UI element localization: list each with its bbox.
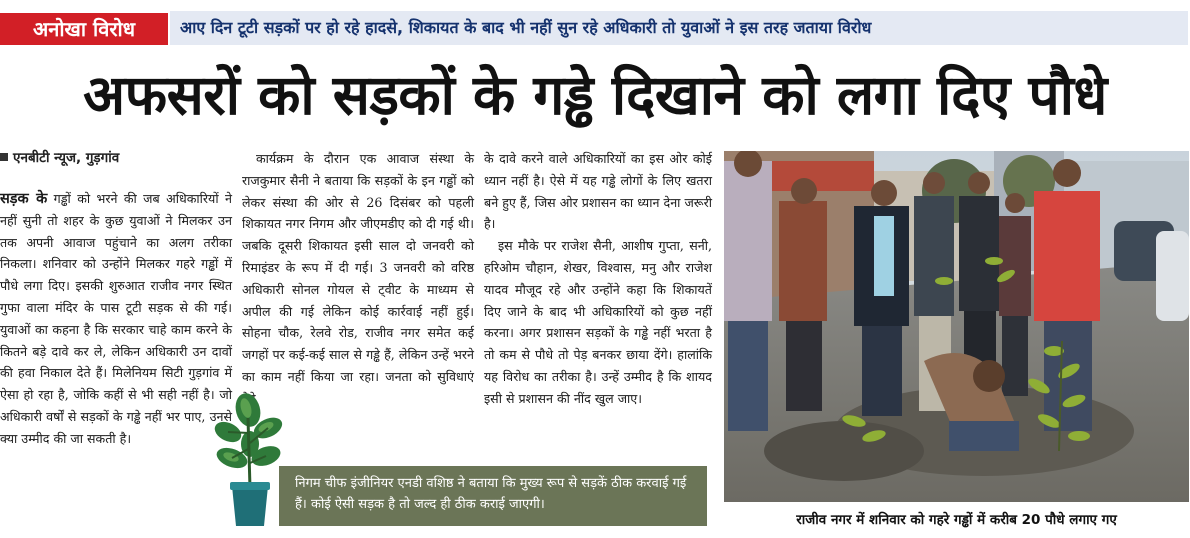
column-2-text: कार्यक्रम के दौरान एक आवाज संस्था के राजकुमार सैनी ने बताया कि सड़कों के इन गड्ढों को लेकर संस्था की ओर से 26 दिसंबर को पहली शिकायत नगर निगम और जीएमडीए को दी गई थी। जबकि दूसरी शिकायत इसी साल दो जनवरी को रिमाइंडर के रूप में दी गई। 3 जनवरी को वरिष्ठ अधिकारी सोनल गोयल से ट्वीट के माध्यम से अपील की गई लेकिन कोई कार्रवाई नहीं हुई। सोहना चौक, रेलवे रोड, राजीव नगर समेत कई जगहों पर कई-कई साल से गड्ढे हैं, लेकिन उन्हें भरने का काम नहीं किया जा रहा। जनता को सुविधाएं <box>242 151 474 384</box>
street-protest-photo <box>724 151 1189 502</box>
column-3-para-1: के दावे करने वाले अधिकारियों का इस ओर कोई ध्यान नहीं है। ऐसे में यह गड्ढे लोगों के लिए खतरा बने हुए हैं, जिस ओर प्रशासन का ध्यान देना जरूरी है। <box>484 151 712 232</box>
byline <box>0 148 230 168</box>
article-column-3 <box>484 148 712 410</box>
column-1-text: गड्ढों को भरने की जब अधिकारियों ने नहीं सुनी तो शहर के कुछ युवाओं ने मिलकर उन तक अपनी आवाज पहुंचाने का अलग तरीका निकला। शनिवार को उन्होंने मिलकर गहरे गड्ढों में पौधे लगा दिए। इसकी शुरुआत राजीव नगर स्थित गुफा वाला मंदिर के पास टूटी सड़क से की गई। युवाओं का कहना है कि सरकार चाहे काम करने के कितने बड़े दावे कर ले, लेकिन अधिकारी उन दावों की हवा निकाल देते हैं। मिलेनियम सिटी गुड़गांव में ऐसा हो रहा है, जोकि कहीं से भी सही नहीं है। जो अधिकारी वर्षों से सड़कों के गड्ढे नहीं भर पाए, उनसे क्या उम्मीद की जा सकती है। <box>0 191 232 446</box>
bullet-square-icon <box>0 153 8 161</box>
photo-caption: राजीव नगर में शनिवार को गहरे गड्ढों में करीब 20 पौधे लगाए गए <box>796 512 1117 528</box>
headline: अफसरों को सड़कों के गड्ढे दिखाने को लगा दिए पौधे <box>83 63 1107 127</box>
article-column-1 <box>0 188 232 450</box>
column-3-para-2: इस मौके पर राजेश सैनी, आशीष गुप्ता, सनी, हरिओम चौहान, शेखर, विश्वास, मनु और राजेश यादव मौजूद रहे और उन्होंने कहा कि शिकायतें दिए जाने के बाद भी अधिकारियों को कुछ नहीं करना। अगर प्रशासन सड़कों के गड्ढे नहीं भरता है तो कम से पौधे तो पेड़ बनकर छाया देंगे। हालांकि यह विरोध का तरीका है। उन्हें उम्मीद है कि शायद इसी से प्रशासन की नींद खुल जाए। <box>484 238 712 406</box>
potted-plant-icon <box>210 388 288 530</box>
article-column-2 <box>242 148 474 410</box>
section-kicker: अनोखा विरोध <box>0 13 168 45</box>
byline-text: एनबीटी न्यूज, गुड़गांव <box>13 150 120 166</box>
lead-word: सड़क के <box>0 190 48 207</box>
news-photo <box>724 151 1189 502</box>
header-strip <box>0 0 1190 48</box>
subheadline: आए दिन टूटी सड़कों पर हो रहे हादसे, शिकायत के बाद भी नहीं सुन रहे अधिकारी तो युवाओं ने इस तरह जताया विरोध <box>170 11 1188 45</box>
official-quote-box: निगम चीफ इंजीनियर एनडी वशिष्ठ ने बताया कि मुख्य रूप से सड़कें ठीक करवाई गई हैं। कोई ऐसी सड़क है तो जल्द ही ठीक कराई जाएगी। <box>279 466 707 526</box>
